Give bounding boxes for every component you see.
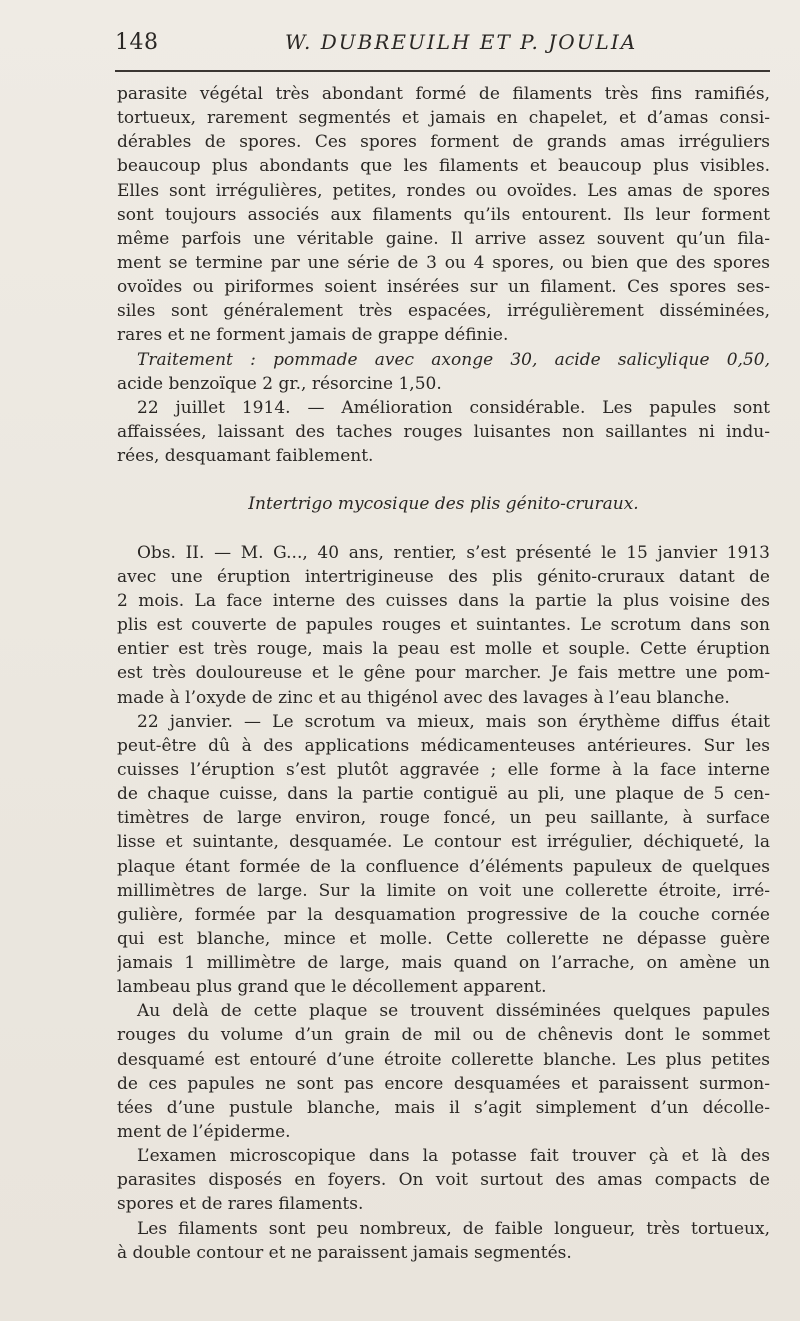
text-line: gulière, formée par la desquamation progressive de la couche cornée [117,904,770,925]
body-text [117,82,770,1265]
text-line: ment de l’épiderme. [117,1122,291,1143]
text-line: est très douloureuse et le gêne pour marcher. Je fais mettre une pom- [117,663,770,684]
text-line: siles sont généralement très espacées, irrégulièrement disséminées, [117,301,770,322]
text-line: jamais 1 millimètre de large, mais quand on l’arrache, on amène un [117,953,770,974]
text-line: Les filaments sont peu nombreux, de faible longueur, très tortueux, [137,1218,770,1239]
section-spacer [117,517,770,541]
section-title: Intertrigo mycosique des plis génito-cruraux. [248,494,639,515]
text-line: rées, desquamant faiblement. [117,446,374,467]
text-line: parasites disposés en foyers. On voit surtout des amas compacts de [117,1170,770,1191]
text-line: entier est très rouge, mais la peau est molle et souple. Cette éruption [117,639,770,660]
text-line: rouges du volume d’un grain de mil ou de chênevis dont le sommet [117,1025,770,1046]
text-line: de ces papules ne sont pas encore desquamées et paraissent surmon- [117,1073,770,1094]
section-spacer [117,468,770,492]
running-head: W. DUBREUILH ET P. JOULIA [285,30,638,54]
text-line: sont toujours associés aux filaments qu’ils entourent. Ils leur forment [117,204,770,225]
text-line: 22 juillet 1914. — Amélioration considérable. Les papules sont [137,397,770,418]
text-line: timètres de large environ, rouge foncé, un peu saillante, à surface [117,808,770,829]
text-line: lisse et suintante, desquamée. Le contour est irrégulier, déchiqueté, la [117,832,770,853]
text-line: cuisses l’éruption s’est plutôt aggravée ; elle forme à la face interne [117,759,770,780]
text-line: peut-être dû à des applications médicamenteuses antérieures. Sur les [117,735,770,756]
text-line: L’examen microscopique dans la potasse fait trouver çà et là des [137,1146,770,1167]
text-line: de chaque cuisse, dans la partie contiguë au pli, une plaque de 5 cen- [117,784,770,805]
text-line: made à l’oxyde de zinc et au thigénol avec des lavages à l’eau blanche. [117,687,730,708]
text-line: Traitement : pommade avec axonge 30, acide salicylique 0,50, [137,349,770,370]
text-line: qui est blanche, mince et molle. Cette collerette ne dépasse guère [117,928,770,949]
header-rule [115,70,770,72]
text-line: millimètres de large. Sur la limite on voit une collerette étroite, irré- [117,880,770,901]
text-line: 22 janvier. — Le scrotum va mieux, mais son érythème diffus était [137,711,770,732]
text-line: Elles sont irrégulières, petites, rondes ou ovoïdes. Les amas de spores [117,180,770,201]
text-line: dérables de spores. Ces spores forment de grands amas irréguliers [117,132,770,153]
text-line: rares et ne forment jamais de grappe définie. [117,325,509,346]
text-line: beaucoup plus abondants que les filaments et beaucoup plus visibles. [117,156,770,177]
text-line: spores et de rares filaments. [117,1194,364,1215]
text-line: parasite végétal très abondant formé de filaments très fins ramifiés, [117,84,770,104]
page-header [115,30,770,62]
text-line: lambeau plus grand que le décollement apparent. [117,977,547,998]
text-line: ovoïdes ou piriformes soient insérées sur un filament. Ces spores ses- [117,277,770,298]
text-line: Obs. II. — M. G..., 40 ans, rentier, s’est présenté le 15 janvier 1913 [137,542,770,563]
text-line: Au delà de cette plaque se trouvent disséminées quelques papules [137,1001,770,1022]
page-number: 148 [115,30,159,55]
text-line: avec une éruption intertrigineuse des plis génito-cruraux datant de [117,566,770,587]
text-line: ment se termine par une série de 3 ou 4 spores, ou bien que des spores [117,252,770,273]
text-line: plis est couverte de papules rouges et suintantes. Le scrotum dans son [117,615,770,636]
text-line: tortueux, rarement segmentés et jamais en chapelet, et d’amas consi- [117,108,770,129]
text-line: affaissées, laissant des taches rouges luisantes non saillantes ni indu- [117,421,770,442]
text-line: 2 mois. La face interne des cuisses dans la partie la plus voisine des [117,590,770,611]
text-line: acide benzoïque 2 gr., résorcine 1,50. [117,373,442,394]
text-line: plaque étant formée de la confluence d’éléments papuleux de quelques [117,856,770,877]
text-line: même parfois une véritable gaine. Il arrive assez souvent qu’un fila- [117,228,770,249]
text-line: tées d’une pustule blanche, mais il s’agit simplement d’un décolle- [117,1097,770,1118]
text-line: desquamé est entouré d’une étroite collerette blanche. Les plus petites [117,1049,770,1070]
text-line: à double contour et ne paraissent jamais segmentés. [117,1242,572,1263]
